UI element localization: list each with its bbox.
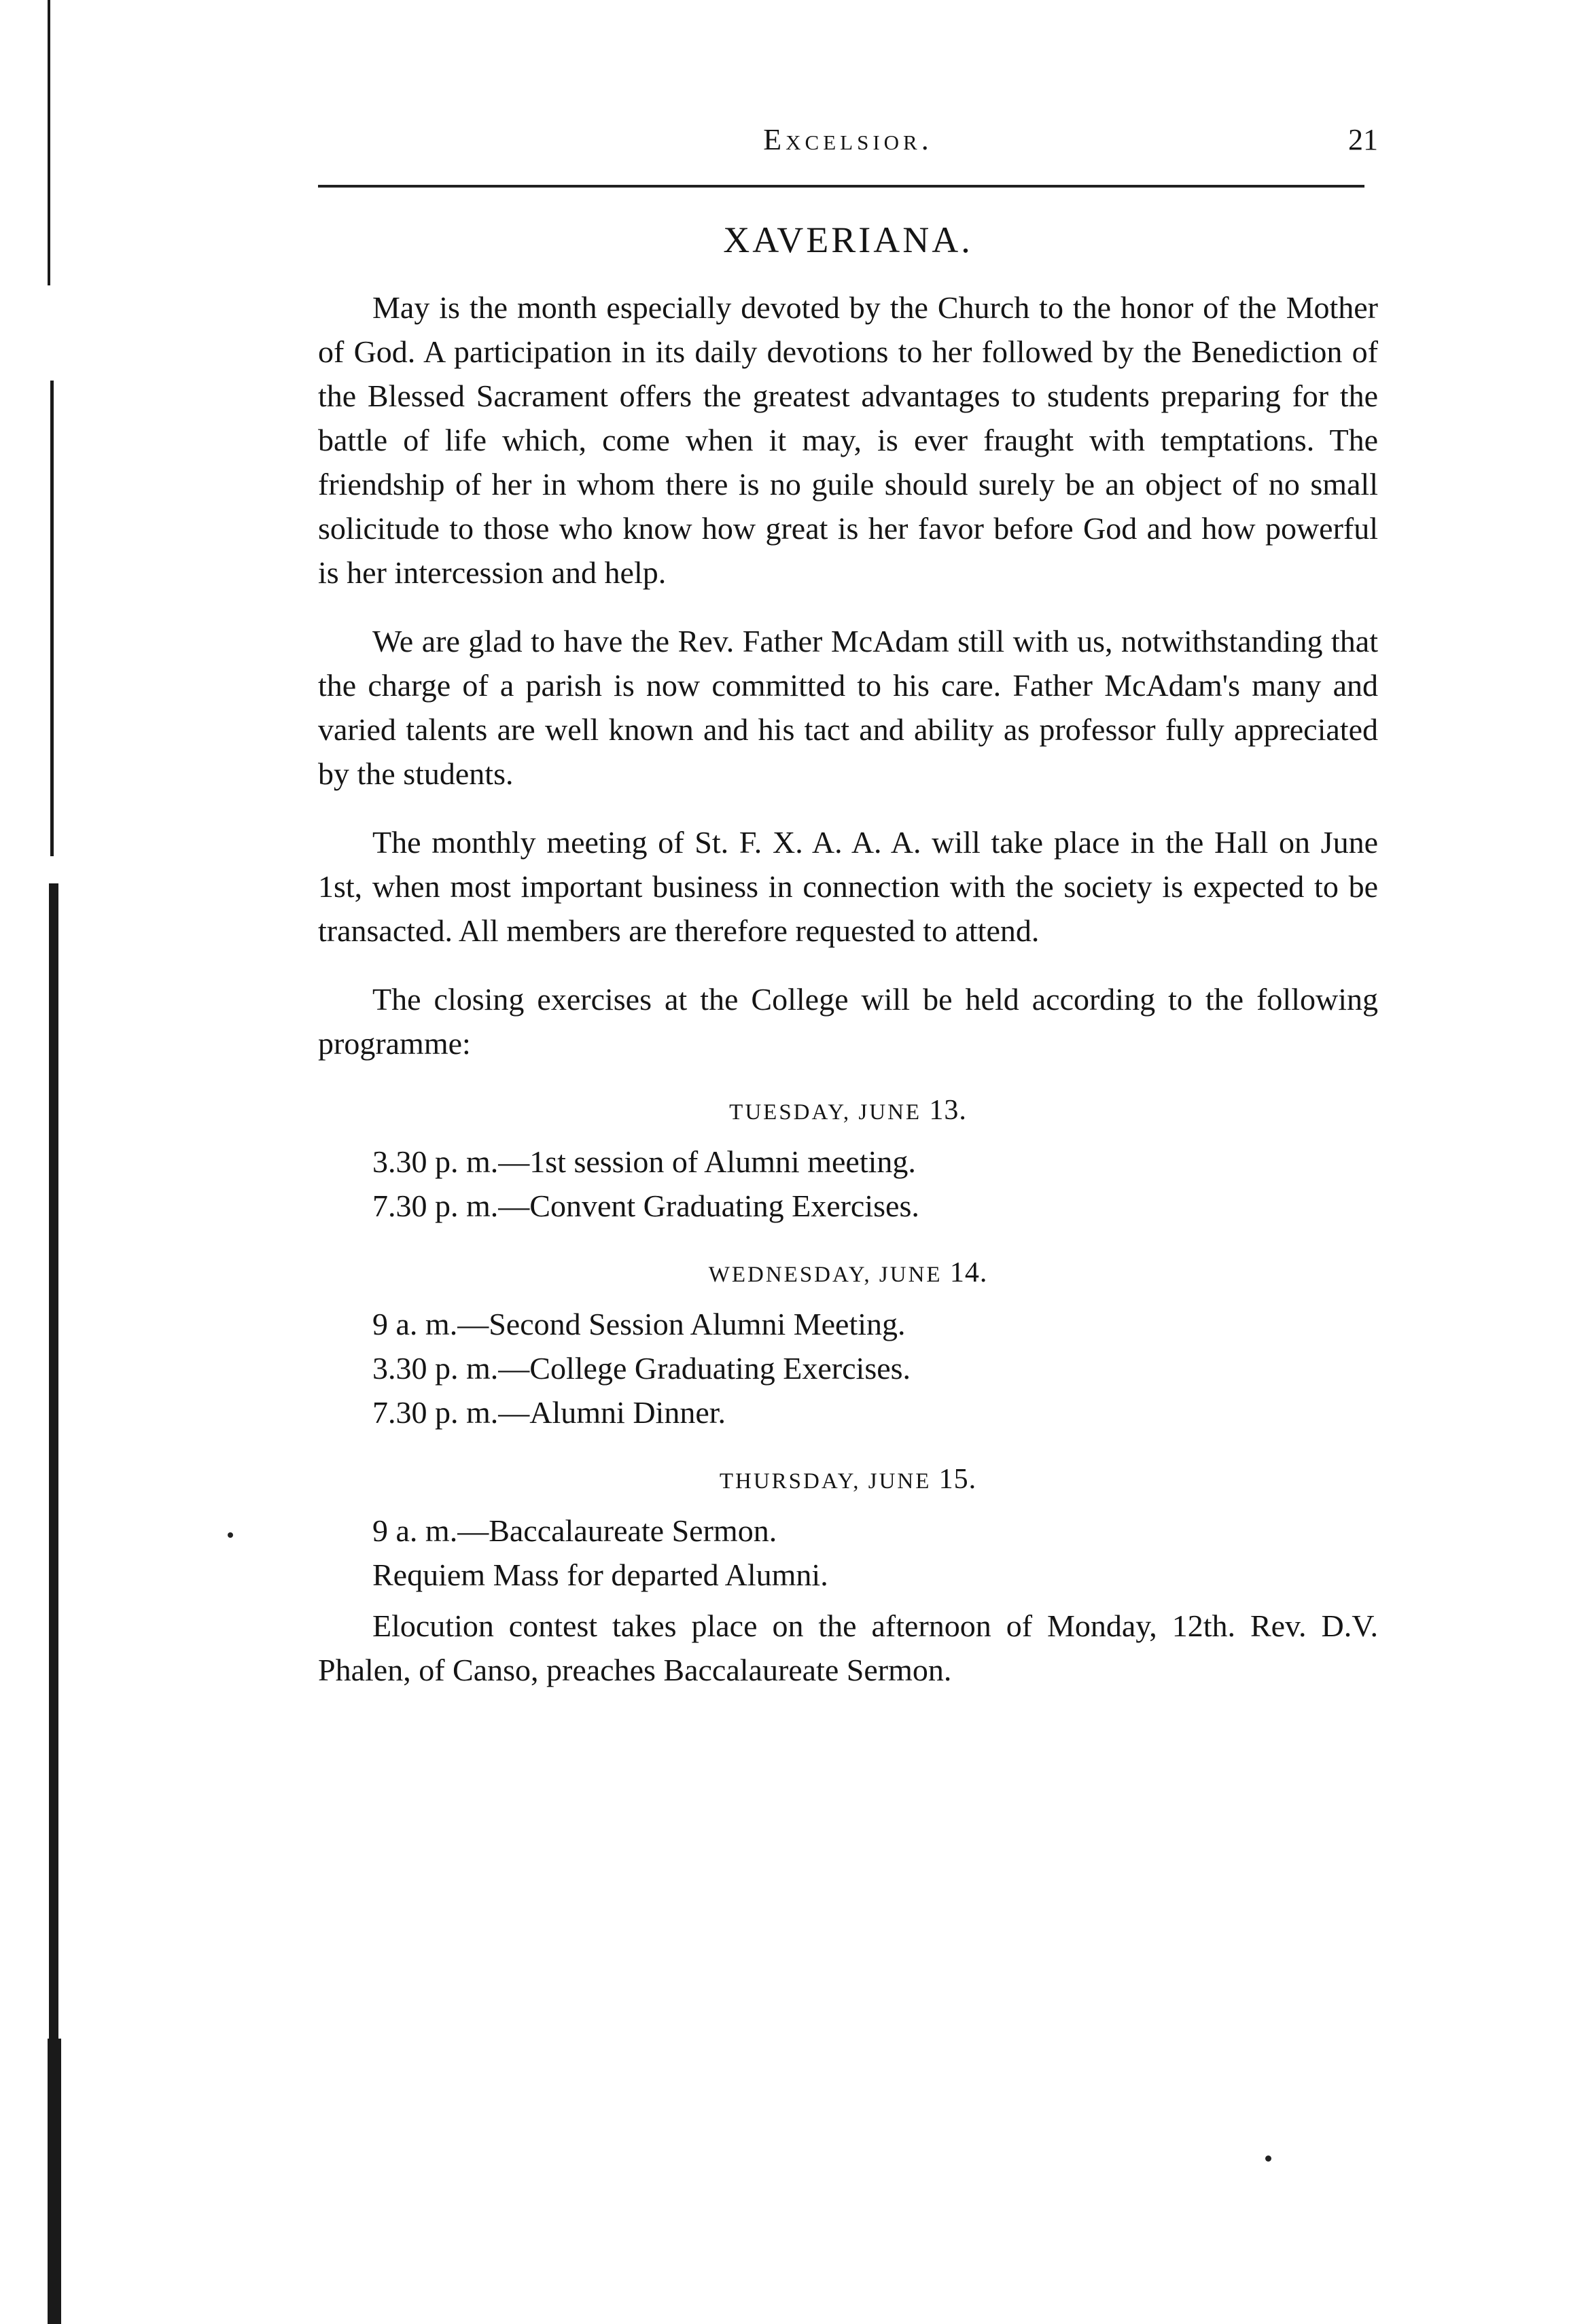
header-rule (318, 185, 1364, 188)
binding-stroke (49, 883, 58, 2039)
schedule-item: 7.30 p. m.—Convent Graduating Exercises. (372, 1189, 919, 1223)
schedule-item: 3.30 p. m.—1st session of Alumni meeting. (372, 1144, 916, 1179)
schedule-month: JUNE (858, 1100, 922, 1125)
schedule-date: 15. (938, 1464, 977, 1495)
schedule-item: 3.30 p. m.—College Graduating Exercises. (372, 1351, 911, 1386)
schedule-date: 14. (949, 1257, 988, 1288)
closing-paragraph: Elocution contest takes place on the afternoon of Monday, 12th. Rev. D.V. Phalen, of Canso, preaches Baccalaureate Sermon. (318, 1608, 1378, 1687)
journal-title: Excelsior. (763, 123, 933, 156)
schedule-month: JUNE (868, 1469, 932, 1494)
schedule-list (318, 1140, 1378, 1228)
schedule-date: 13. (929, 1095, 967, 1126)
scan-speck (228, 1532, 233, 1538)
scan-speck (1265, 2155, 1271, 2162)
schedule-list (318, 1302, 1378, 1434)
schedule-list (318, 1509, 1378, 1597)
schedule-item: 9 a. m.—Baccalaureate Sermon. (372, 1513, 777, 1548)
schedule-day-heading (318, 1252, 1378, 1295)
section-title: XAVERIANA. (723, 219, 973, 260)
article-body (318, 285, 1378, 1716)
running-head (318, 122, 1378, 163)
schedule-day-heading (318, 1090, 1378, 1133)
paragraph: The closing exercises at the College will be held according to the following programme: (318, 982, 1378, 1061)
paragraph: The monthly meeting of St. F. X. A. A. A. will take place in the Hall on June 1st, when most important business in connection with the society is expected to be transacted. All members are therefore requested to attend. (318, 825, 1378, 948)
schedule-day-name: WEDNESDAY, (708, 1263, 872, 1287)
schedule-item: 7.30 p. m.—Alumni Dinner. (372, 1395, 726, 1430)
binding-stroke (50, 381, 54, 856)
schedule-item: Requiem Mass for departed Alumni. (372, 1557, 828, 1592)
binding-stroke (48, 0, 50, 285)
schedule-month: JUNE (879, 1263, 942, 1287)
schedule-item: 9 a. m.—Second Session Alumni Meeting. (372, 1307, 906, 1341)
schedule-day-name: THURSDAY, (719, 1469, 861, 1494)
schedule-day-heading (318, 1459, 1378, 1502)
paragraph: May is the month especially devoted by the Church to the honor of the Mother of God. A participation in its daily devotions to her followed by the Benediction of the Blessed Sacrament offers the greatest advantages to students preparing for the battle of life which, come when it may, is ever fraught with temptations. The friendship of her in whom there is no guile should surely be an object of no small solicitude to those who know how great is her favor before God and how powerful is her intercession and help. (318, 290, 1378, 590)
paragraph: We are glad to have the Rev. Father McAdam still with us, notwithstanding that the charge of a parish is now committed to his care. Father McAdam's many and varied talents are well known and his tact and ability as professor fully appreciated by the students. (318, 624, 1378, 791)
binding-stroke (48, 2039, 61, 2324)
schedule-day-name: TUESDAY, (729, 1100, 851, 1125)
page-binding-edge (27, 0, 68, 2324)
page-number: 21 (1348, 123, 1378, 156)
